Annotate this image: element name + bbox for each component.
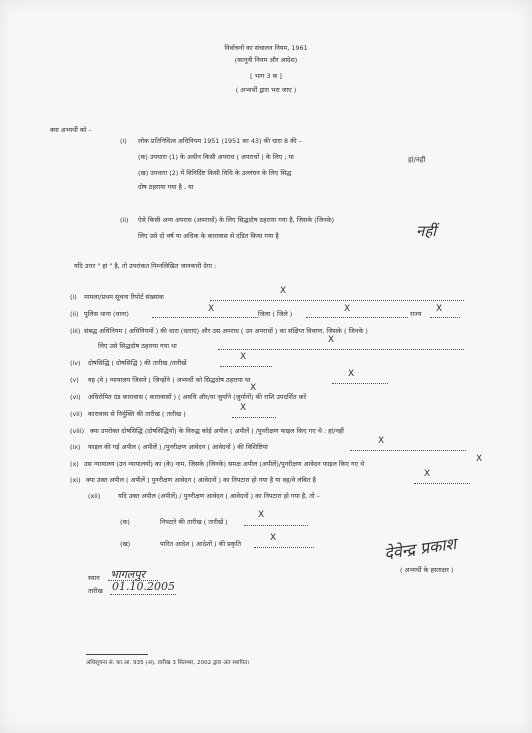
item-9-number: (ix) xyxy=(70,443,81,451)
place-value: भागलपुर xyxy=(110,568,145,581)
item-4-number: (iv) xyxy=(70,359,81,367)
q1-line1: लोक प्रतिनिधित्व अधिनियम 1951 (1951 का 43) की धारा 8 की – xyxy=(138,137,302,145)
header-line2: (कानूनी नियम और आदेश) xyxy=(234,56,298,64)
q1-line2: (क) उपधारा (1) के अधीन किसी अपराध ( अपराधों ) के लिए ; या xyxy=(138,153,294,161)
item-3-mark: X xyxy=(328,335,335,345)
sub-a-text: निपटारे की तारीख ( तारीखें ) xyxy=(160,518,228,526)
item-2-mark-b: X xyxy=(344,304,351,314)
item-2-state: राज्य xyxy=(410,310,422,318)
item-10-text: उस न्यायालय (उन न्यायालयों) का (के) नाम, जिसके (जिनके) समक्ष अपील (अपीलें)/पुनरीक्षण आवेदन फाइल किए गए थे xyxy=(84,460,365,468)
header-line3: [ भाग 3 क ] xyxy=(250,72,282,80)
item-10-mark: X xyxy=(476,454,483,464)
item-4-dotline xyxy=(220,366,272,367)
footnote-rule xyxy=(86,654,148,655)
q2-answer-handwritten: नहीं xyxy=(416,222,437,240)
sub-b-number: (ख) xyxy=(120,540,131,548)
item-6-mark: X xyxy=(250,383,257,393)
item-1-text: मामला/प्रथम सूचना रिपोर्ट संख्यांक xyxy=(84,293,164,301)
if-yes-instruction: यदि उत्तर " हां " है, तो उपरांकत निम्नलिखित जानकारी देगा : xyxy=(74,262,217,270)
sub-b-mark: X xyxy=(270,533,277,543)
q2-line2: लिए उसे दो वर्ष या अधिक के कारावास से दंडित किया गया है xyxy=(138,232,279,240)
item-5-text: वह (वे ) न्यायालय जिसने ( जिन्होंने ) अभ्यर्थी को सिद्धदोष ठहराया था xyxy=(88,376,251,384)
item-4-text: दोषसिद्धि ( दोषसिद्धि ) की तारीख /तारीखें xyxy=(88,359,187,367)
item-7-dotline xyxy=(232,417,276,418)
item-1-dotline xyxy=(210,300,464,301)
signature-label: ( अभ्यर्थी के हस्ताक्षर ) xyxy=(400,566,454,574)
footnote: अधिसूचना सं. का.आ. 935 (अ), तारीख 3 सितम्बर, 2002 द्वारा अंत स्थापित। xyxy=(86,660,250,666)
item-2-mark-c: X xyxy=(436,304,443,314)
item-7-text: कारावास से निर्मुक्ति की तारीख ( तारीख ) xyxy=(88,410,186,418)
item-9-text: फाइल की गई अपील ( अपीलें ) /पुनरीक्षण आवेदन ( आवेदनों ) की विशिष्टियां xyxy=(88,443,268,451)
item-8-number: (viii) xyxy=(70,427,85,435)
sub-a-number: (क) xyxy=(120,518,130,526)
q1-number: (i) xyxy=(120,137,127,145)
item-5-mark: X xyxy=(348,369,355,379)
item-12-text: यदि उक्त अपील (अपीलें) / पुनरीक्षण आवेदन ( आवेदनों ) का निपटारा हो गया है, तो – xyxy=(118,492,320,500)
item-3-dotline xyxy=(218,349,464,350)
item-12-number: (xii) xyxy=(88,492,101,500)
item-3-text: संबद्ध अधिनियम ( अधिनियमों ) की धारा (धाराएं) और उस अपराध ( उन अपराधों ) का संक्षिप्त विवरण, जिसके ( जिनके ) xyxy=(84,327,368,335)
q1-line3: (ख) उपधारा (2) में विनिर्दिष्ट किसी विधि के उल्लंघन के लिए सिद्ध xyxy=(138,169,292,177)
item-6-number: (vi) xyxy=(70,393,81,401)
item-2-dotline-b xyxy=(306,317,408,318)
item-1-number: (i) xyxy=(70,293,77,301)
item-11-mark: X xyxy=(424,469,431,479)
item-2-district: जिला ( जिले ) xyxy=(258,310,293,318)
item-4-mark: X xyxy=(240,352,247,362)
sub-a-mark: X xyxy=(258,510,265,520)
item-8-text: क्या उपरोक्त दोषसिद्धि (दोषसिद्धियों) के विरुद्ध कोई अपील ( अपीलें ) /पुनरीक्षण फाइल किए गए थे : हां/नहीं xyxy=(90,427,344,435)
item-11-dotline xyxy=(414,483,470,484)
item-2-mark-a: X xyxy=(208,304,215,314)
item-9-dotline xyxy=(350,450,466,451)
q2-number: (ii) xyxy=(120,216,129,224)
item-3-number: (iii) xyxy=(70,327,81,335)
item-6-text: अधिरोपित दंड कारावास ( कारावासों ) ( अवधि और/या जुर्माने (जुर्मानों) की राशि उपदर्शित करें xyxy=(88,393,307,401)
q1-answer: हां/नहीं xyxy=(408,156,426,164)
item-2-number: (ii) xyxy=(70,310,79,318)
q2-line1: ऐसे किसी अन्य अपराध (अपराधों) के लिए सिद्धदोष ठहराया गया है, जिसके (जिनके) xyxy=(138,216,335,224)
item-3-line2: लिए उसे सिद्धदोष ठहराया गया था xyxy=(98,342,177,350)
item-9-mark: X xyxy=(378,436,385,446)
item-1-mark: X xyxy=(280,286,287,296)
item-2-dotline-a xyxy=(152,317,258,318)
item-2-dotline-c xyxy=(430,317,460,318)
date-label: तारीख xyxy=(88,587,103,595)
place-label: स्थान xyxy=(88,574,100,582)
sub-b-dotline xyxy=(254,547,314,548)
item-10-number: (x) xyxy=(70,460,79,468)
header-line4: ( अभ्यर्थी द्वारा भरा जाए ) xyxy=(235,86,297,94)
sub-a-dotline xyxy=(244,525,308,526)
item-11-text: क्या उक्त अपील ( अपीलें ) पुनरीक्षण आवेदन ( आवेदनों ) का निपटारा हो गया है या वह/वे लंबित है xyxy=(86,476,316,484)
sub-b-text: पारित आदेश ( आदेशों ) की प्रकृति xyxy=(160,540,241,548)
question-intro: क्या अभ्यर्थी को – xyxy=(50,126,92,134)
date-value: 01.10.2005 xyxy=(112,580,175,593)
item-5-number: (v) xyxy=(70,376,79,384)
q1-line4: दोष ठहराया गया है , या xyxy=(138,183,194,191)
candidate-signature: देवेन्द्र प्रकाश xyxy=(383,534,458,563)
item-11-number: (xi) xyxy=(70,476,81,484)
date-dotline xyxy=(110,594,176,595)
item-2-text: पुलिस थाना (थाना) xyxy=(84,310,129,318)
header-line1: निर्वाचनों का संचालन नियम, 1961 xyxy=(224,44,308,52)
item-5-dotline xyxy=(332,383,388,384)
item-7-mark: X xyxy=(240,403,247,413)
item-7-number: (vii) xyxy=(70,410,83,418)
